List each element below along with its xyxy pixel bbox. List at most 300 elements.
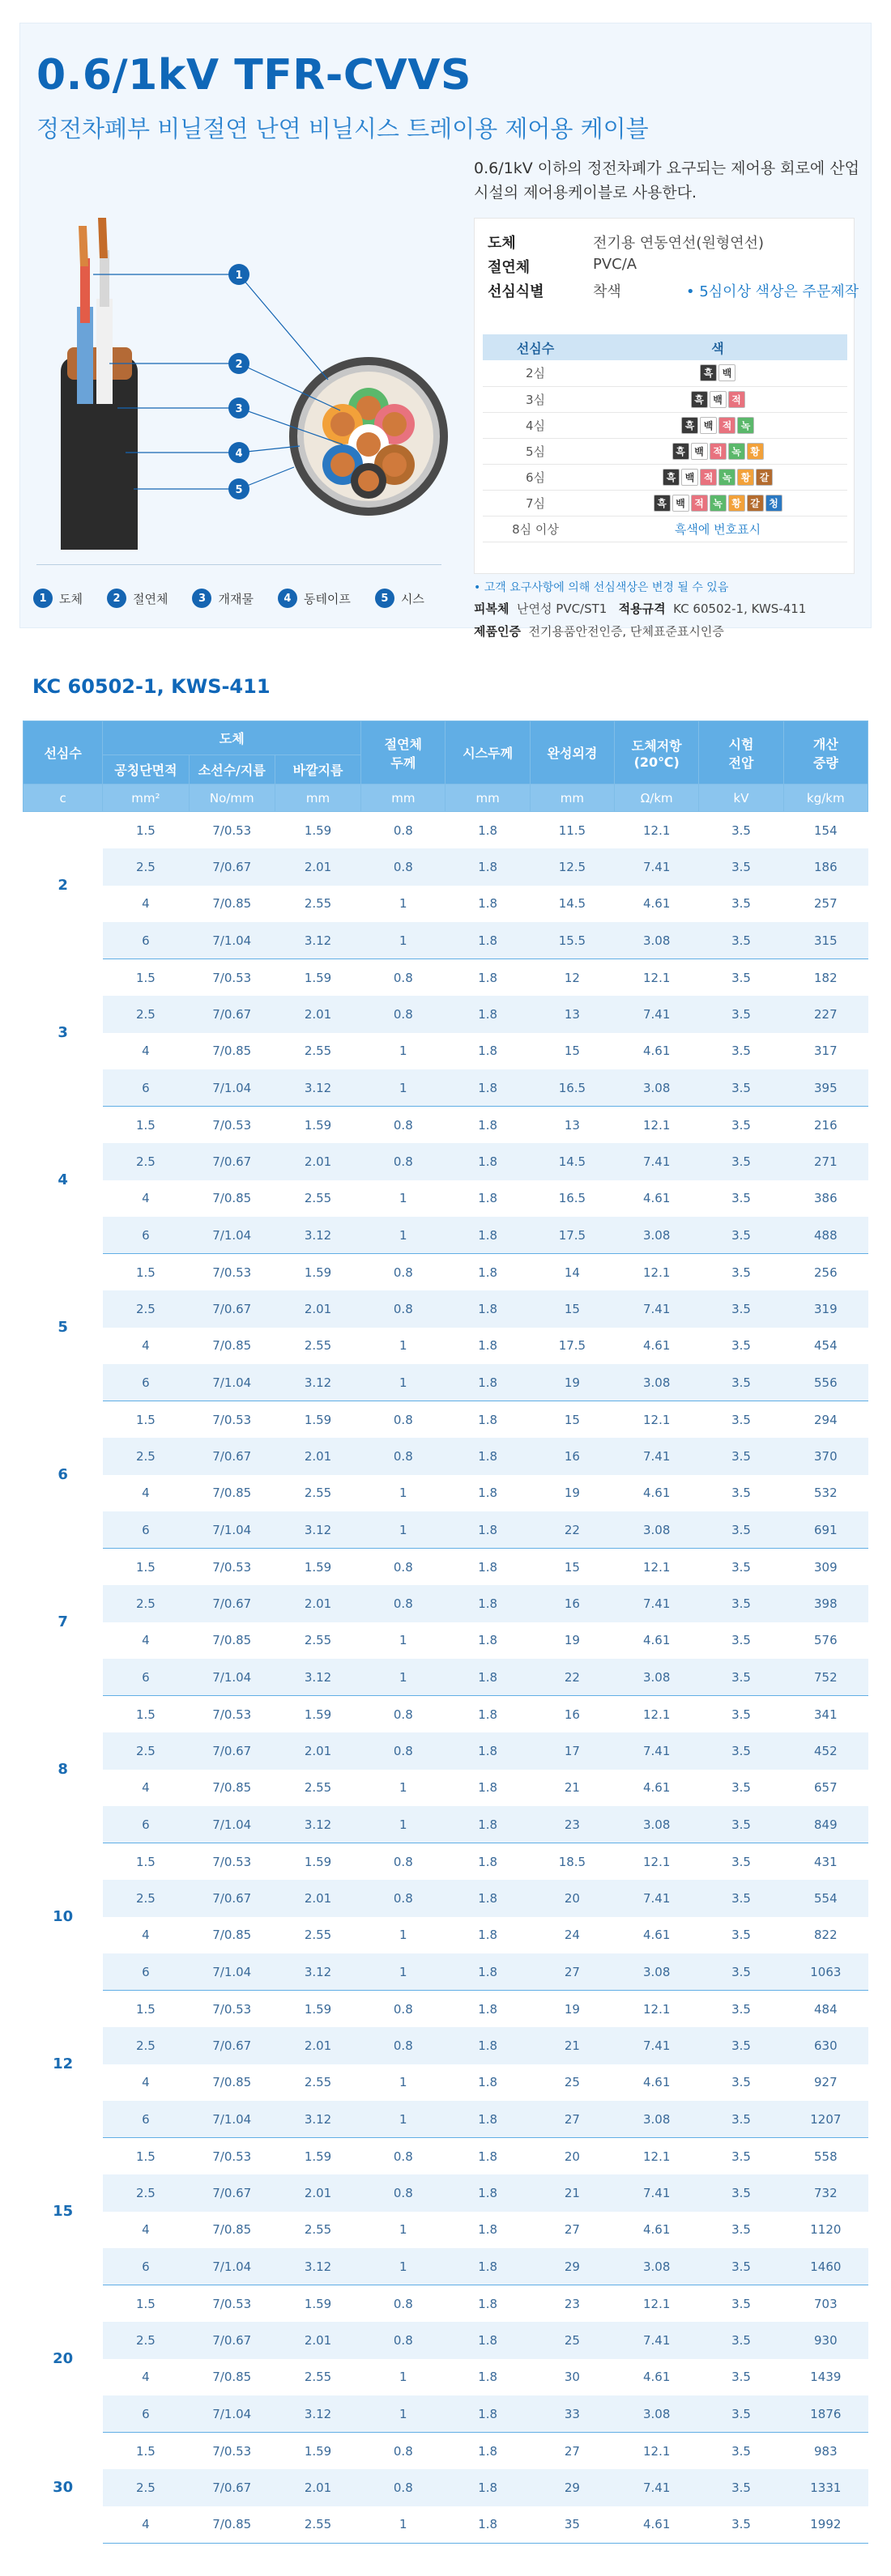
- table-row: [23, 1696, 868, 1733]
- table-cell: 2.01: [275, 848, 360, 886]
- table-cell: 3.5: [731, 1707, 751, 1722]
- table-row: [23, 1143, 868, 1180]
- table-cell: 7.41: [615, 1732, 699, 1770]
- table-cell: 576: [814, 1633, 838, 1648]
- table-cell: 14: [564, 1265, 580, 1280]
- table-row: [23, 2469, 868, 2506]
- table-cell: 2.55: [304, 1338, 332, 1354]
- table-cell: 3.12: [275, 1069, 360, 1107]
- color-chip: 적: [700, 469, 717, 486]
- table-cell: 1: [361, 1659, 446, 1696]
- table-cell: 452: [783, 1732, 868, 1770]
- color-chip: 흑: [672, 443, 689, 460]
- table-cell: 1.8: [478, 970, 498, 985]
- table-row: [23, 1328, 868, 1365]
- table-cell: 3.5: [731, 823, 751, 838]
- table-cell: 7/0.85: [189, 2506, 275, 2544]
- table-cell: 3.5: [699, 996, 783, 1033]
- table-cell: 2.5: [103, 2322, 189, 2359]
- table-cell: 7/1.04: [189, 922, 275, 959]
- table-cell: 22: [530, 1511, 614, 1549]
- core-row: [483, 464, 847, 490]
- table-cell: 7.41: [615, 2322, 699, 2359]
- table-cell: 3.08: [615, 2395, 699, 2433]
- table-cell: 1331: [783, 2469, 868, 2506]
- table-cell: 1.8: [446, 1659, 530, 1696]
- table-row: [23, 996, 868, 1033]
- table-cell: 0.8: [361, 848, 446, 886]
- table-cell: 3.08: [615, 2101, 699, 2138]
- table-cell: 7.41: [615, 848, 699, 886]
- color-chip: 흑: [681, 417, 698, 434]
- table-cell: 7/0.85: [212, 1633, 252, 1648]
- table-cell: 454: [814, 1338, 838, 1354]
- table-cell: 3.12: [275, 1217, 360, 1254]
- table-row: [23, 2285, 868, 2323]
- table-cell: 4: [142, 2222, 150, 2238]
- table-row: [23, 2212, 868, 2249]
- table-cell: 7.41: [615, 1880, 699, 1917]
- core-color-table: [483, 334, 847, 542]
- table-cell: 3.5: [699, 922, 783, 959]
- table-cell: 7/0.85: [212, 1928, 252, 1943]
- color-chip: 황: [728, 495, 745, 512]
- table-cell: 0.8: [361, 1143, 446, 1180]
- h-cores: 선심수: [23, 721, 103, 784]
- table-cell: 15: [564, 1044, 580, 1059]
- table-cell: 1.5: [136, 1707, 156, 1722]
- core-row: [483, 516, 847, 542]
- table-cell: 3.5: [731, 2222, 751, 2238]
- table-cell: 1.59: [304, 1854, 332, 1869]
- table-cell: 30: [564, 2370, 580, 2385]
- u-sheath: mm: [446, 784, 530, 812]
- table-cell: 7/0.67: [189, 1732, 275, 1770]
- table-row: [23, 812, 868, 849]
- core-row: [483, 412, 847, 438]
- table-cell: 12: [564, 970, 580, 985]
- table-cell: 431: [814, 1854, 838, 1869]
- table-cell: 4: [142, 896, 150, 912]
- table-cell: 4.61: [615, 2506, 699, 2544]
- core-count-cell: 7: [23, 1549, 103, 1696]
- table-row: [23, 1364, 868, 1401]
- table-cell: 6: [103, 2395, 189, 2433]
- table-cell: 1.5: [136, 1265, 156, 1280]
- table-cell: 395: [783, 1069, 868, 1107]
- table-cell: 3.5: [699, 1585, 783, 1622]
- table-cell: 3.5: [731, 1559, 751, 1575]
- table-cell: 1.59: [304, 1265, 332, 1280]
- table-cell: 1.8: [478, 2370, 498, 2385]
- legend-item: [107, 589, 168, 608]
- table-cell: 554: [783, 1880, 868, 1917]
- table-cell: 4: [142, 1338, 150, 1354]
- core-colors: [588, 360, 847, 386]
- table-row: [23, 1438, 868, 1475]
- table-row: [23, 1953, 868, 1991]
- table-cell: 1: [399, 1633, 407, 1648]
- table-cell: 6: [103, 1069, 189, 1107]
- table-row: [23, 2064, 868, 2102]
- table-cell: 7/1.04: [189, 1659, 275, 1696]
- table-cell: 488: [783, 1217, 868, 1254]
- h-sheath: 시스두께: [446, 721, 530, 784]
- table-row: [23, 2248, 868, 2285]
- table-cell: 3.5: [731, 1265, 751, 1280]
- table-cell: 1.8: [446, 2248, 530, 2285]
- table-cell: 4.61: [643, 1044, 671, 1059]
- table-cell: 24: [564, 1928, 580, 1943]
- table-cell: 4.61: [643, 1633, 671, 1648]
- table-cell: 2.5: [103, 2469, 189, 2506]
- table-cell: 2.01: [275, 1438, 360, 1475]
- table-cell: 227: [783, 996, 868, 1033]
- table-cell: 3.5: [699, 1511, 783, 1549]
- table-cell: 2.01: [275, 2174, 360, 2212]
- table-cell: 2.55: [304, 1928, 332, 1943]
- table-cell: 3.5: [699, 1217, 783, 1254]
- core-count: 6심: [483, 464, 588, 490]
- cable-side-view: [61, 218, 138, 550]
- svg-text:1: 1: [235, 270, 243, 282]
- table-cell: 0.8: [393, 1412, 413, 1427]
- leader-markers: [228, 264, 249, 499]
- table-cell: 21: [530, 2174, 614, 2212]
- table-cell: 386: [814, 1191, 838, 1206]
- table-cell: 1.59: [304, 2443, 332, 2459]
- table-cell: 2.55: [275, 2506, 360, 2544]
- table-cell: 1.8: [478, 2222, 498, 2238]
- spec-box: 도체 전기용 연동연선(원형연선) 절연체 PVC/A 선심식별 착색 • 5심이상 색상은 주문제작 선심수 색 2심 흑 백 3심 흑 백 적 4심 흑 백 적 녹 5심 흑 백 적 녹 황 6심 흑 백 적 녹 황 갈 7심 흑 백 적 녹 황 갈 청 8심 이상 흑색에 번호표시: [474, 218, 855, 574]
- svg-text:2: 2: [235, 359, 243, 371]
- table-cell: 0.8: [361, 2469, 446, 2506]
- table-cell: 1: [399, 1486, 407, 1501]
- table-cell: 1.5: [136, 970, 156, 985]
- color-chip: 녹: [718, 469, 735, 486]
- table-cell: 4.61: [643, 2370, 671, 2385]
- table-cell: 3.5: [731, 1412, 751, 1427]
- table-cell: 7/0.53: [212, 2296, 252, 2311]
- table-cell: 1: [361, 1511, 446, 1549]
- table-cell: 1.8: [478, 2443, 498, 2459]
- table-cell: 1.8: [446, 1585, 530, 1622]
- table-cell: 3.5: [699, 1880, 783, 1917]
- table-cell: 4: [142, 1486, 150, 1501]
- core-colors: [588, 412, 847, 438]
- table-cell: 1: [361, 2101, 446, 2138]
- core-count-cell: 6: [23, 1401, 103, 1549]
- table-cell: 16.5: [530, 1069, 614, 1107]
- core-count-cell: 20: [23, 2285, 103, 2433]
- table-cell: 14.5: [558, 896, 586, 912]
- table-cell: 1.8: [446, 1290, 530, 1328]
- table-cell: 2.01: [275, 1880, 360, 1917]
- core-count-cell: 30: [23, 2433, 103, 2544]
- product-title: 0.6/1kV TFR-CVVS: [36, 51, 471, 100]
- table-cell: 1.8: [446, 2322, 530, 2359]
- table-cell: 3.5: [731, 896, 751, 912]
- table-cell: 4: [142, 1633, 150, 1648]
- color-chip: 백: [691, 443, 708, 460]
- table-cell: 7/1.04: [189, 1069, 275, 1107]
- table-cell: 12.1: [643, 1707, 671, 1722]
- table-cell: 3.5: [731, 1486, 751, 1501]
- table-cell: 341: [814, 1707, 838, 1722]
- table-cell: 12.1: [643, 1854, 671, 1869]
- table-cell: 216: [814, 1117, 838, 1133]
- table-cell: 1.8: [446, 996, 530, 1033]
- table-cell: 3.5: [699, 2027, 783, 2064]
- table-cell: 3.12: [275, 1953, 360, 1991]
- table-cell: 3.5: [699, 2469, 783, 2506]
- table-cell: 2.01: [275, 1290, 360, 1328]
- table-cell: 19: [530, 1364, 614, 1401]
- color-chip: 적: [728, 391, 745, 408]
- core-count: 4심: [483, 412, 588, 438]
- table-cell: 1.8: [446, 2027, 530, 2064]
- table-cell: 2.01: [275, 2322, 360, 2359]
- table-cell: 15: [530, 1290, 614, 1328]
- table-row: [23, 1991, 868, 2028]
- u-wt: kg/km: [783, 784, 868, 812]
- table-cell: 1.8: [446, 1069, 530, 1107]
- table-cell: 657: [814, 1780, 838, 1796]
- table-cell: 1.59: [304, 1559, 332, 1575]
- table-cell: 532: [814, 1486, 838, 1501]
- table-row: [23, 2433, 868, 2470]
- table-cell: 2.5: [103, 1880, 189, 1917]
- core-colors: [588, 516, 847, 542]
- table-cell: 13: [564, 1117, 580, 1133]
- table-cell: 1: [399, 2075, 407, 2090]
- table-row: [23, 1843, 868, 1881]
- table-cell: 1.8: [478, 2149, 498, 2164]
- table-cell: 1.8: [446, 1511, 530, 1549]
- legend-number: 3: [192, 589, 211, 608]
- table-cell: 2.55: [304, 2075, 332, 2090]
- table-cell: 1.59: [304, 2296, 332, 2311]
- color-chip: 흑: [691, 391, 708, 408]
- table-cell: 2.5: [103, 1290, 189, 1328]
- table-cell: 7/0.85: [212, 1191, 252, 1206]
- table-row: [23, 2359, 868, 2396]
- table-cell: 12.5: [530, 848, 614, 886]
- table-cell: 27: [564, 2443, 580, 2459]
- table-row: [23, 1401, 868, 1439]
- table-cell: 16.5: [558, 1191, 586, 1206]
- table-cell: 7.41: [615, 1585, 699, 1622]
- table-cell: 1: [361, 2506, 446, 2544]
- table-row: [23, 1806, 868, 1843]
- table-cell: 0.8: [393, 1117, 413, 1133]
- table-cell: 1.59: [304, 823, 332, 838]
- table-cell: 1.8: [446, 2469, 530, 2506]
- color-chip: 백: [681, 469, 698, 486]
- table-cell: 1.5: [136, 1854, 156, 1869]
- table-cell: 6: [103, 2101, 189, 2138]
- table-cell: 27: [530, 1953, 614, 1991]
- table-cell: 2.5: [103, 1585, 189, 1622]
- h-outer-diameter: 완성외경: [530, 721, 614, 784]
- standard-heading: KC 60502-1, KWS-411: [32, 675, 271, 698]
- table-cell: 370: [783, 1438, 868, 1475]
- table-cell: 7/0.85: [212, 2370, 252, 2385]
- table-row: [23, 1033, 868, 1070]
- table-cell: 186: [783, 848, 868, 886]
- color-chip: 흑: [700, 364, 717, 381]
- color-chip: 백: [700, 417, 717, 434]
- color-chip: 흑: [654, 495, 671, 512]
- table-row: [23, 1180, 868, 1218]
- color-chip: 녹: [710, 495, 727, 512]
- table-row: [23, 886, 868, 923]
- table-cell: 7/0.85: [212, 1044, 252, 1059]
- table-cell: 7/0.85: [212, 1338, 252, 1354]
- table-cell: 6: [103, 2248, 189, 2285]
- u-ins: mm: [361, 784, 446, 812]
- table-cell: 1.8: [446, 1806, 530, 1843]
- core-count-cell: 10: [23, 1843, 103, 1991]
- table-cell: 2.5: [103, 2027, 189, 2064]
- table-row: [23, 1917, 868, 1954]
- table-cell: 1.8: [446, 1880, 530, 1917]
- table-cell: 4: [142, 1044, 150, 1059]
- table-cell: 0.8: [393, 2296, 413, 2311]
- meta-certification: 제품인증 전기용품안전인증, 단체표준표시인증: [474, 624, 724, 639]
- spec-table: [23, 721, 868, 2544]
- table-cell: 4.61: [643, 1486, 671, 1501]
- core-row: [483, 360, 847, 386]
- table-cell: 3.5: [699, 1290, 783, 1328]
- h-outer: 바깥지름: [275, 755, 360, 784]
- table-cell: 3.12: [275, 2248, 360, 2285]
- table-cell: 2.5: [103, 1438, 189, 1475]
- table-cell: 1992: [783, 2506, 868, 2544]
- color-footnote: • 고객 요구사항에 의해 선심색상은 변경 될 수 있음: [474, 581, 729, 594]
- table-row: [23, 1770, 868, 1807]
- table-cell: 1.8: [478, 2001, 498, 2017]
- table-cell: 1: [361, 1069, 446, 1107]
- svg-text:4: 4: [235, 448, 243, 460]
- core-count-cell: 8: [23, 1696, 103, 1843]
- table-cell: 17.5: [558, 1338, 586, 1354]
- table-cell: 7/0.53: [212, 2001, 252, 2017]
- table-cell: 7.41: [615, 2469, 699, 2506]
- component-legend: [33, 589, 424, 608]
- table-cell: 1.8: [446, 2174, 530, 2212]
- cable-illustration: [36, 210, 458, 550]
- table-cell: 7/0.53: [212, 1854, 252, 1869]
- table-cell: 12.1: [643, 1265, 671, 1280]
- core-count: 5심: [483, 438, 588, 464]
- legend-label: 개재물: [218, 591, 254, 606]
- table-cell: 0.8: [393, 1854, 413, 1869]
- core-colors: [588, 464, 847, 490]
- table-cell: 2.01: [275, 1143, 360, 1180]
- table-row: [23, 2322, 868, 2359]
- table-row: [23, 1511, 868, 1549]
- table-cell: 6: [103, 1364, 189, 1401]
- table-row: [23, 2395, 868, 2433]
- table-cell: 2.01: [275, 996, 360, 1033]
- table-cell: 1: [399, 1044, 407, 1059]
- table-cell: 2.55: [304, 1780, 332, 1796]
- table-row: [23, 2506, 868, 2544]
- table-cell: 752: [783, 1659, 868, 1696]
- table-cell: 21: [564, 1780, 580, 1796]
- table-cell: 1.5: [136, 1117, 156, 1133]
- table-cell: 3.08: [615, 1364, 699, 1401]
- core-row: [483, 386, 847, 412]
- table-cell: 7/0.85: [212, 1780, 252, 1796]
- table-cell: 1.8: [478, 1633, 498, 1648]
- table-cell: 4.61: [643, 896, 671, 912]
- table-cell: 2.5: [103, 996, 189, 1033]
- table-cell: 1439: [810, 2370, 842, 2385]
- table-cell: 4: [142, 1928, 150, 1943]
- core-count: 8심 이상: [483, 516, 588, 542]
- table-cell: 0.8: [393, 823, 413, 838]
- core-colors: [588, 438, 847, 464]
- legend-number: 2: [107, 589, 126, 608]
- table-cell: 1: [399, 1338, 407, 1354]
- table-cell: 19: [564, 1633, 580, 1648]
- table-cell: 6: [103, 1806, 189, 1843]
- table-cell: 1.8: [478, 1559, 498, 1575]
- table-cell: 3.5: [731, 2370, 751, 2385]
- legend-item: [278, 589, 351, 608]
- table-cell: 0.8: [393, 1265, 413, 1280]
- table-cell: 3.5: [699, 2506, 783, 2544]
- table-row: [23, 1107, 868, 1144]
- table-cell: 630: [783, 2027, 868, 2064]
- table-cell: 20: [530, 1880, 614, 1917]
- core-count-cell: 5: [23, 1254, 103, 1401]
- table-cell: 3.5: [699, 2101, 783, 2138]
- table-cell: 7.41: [615, 1143, 699, 1180]
- table-cell: 2.01: [275, 1732, 360, 1770]
- table-cell: 7.41: [615, 2027, 699, 2064]
- table-cell: 2.5: [103, 1732, 189, 1770]
- table-cell: 14.5: [530, 1143, 614, 1180]
- h-test-voltage: 시험 전압: [699, 721, 783, 784]
- table-cell: 16: [530, 1585, 614, 1622]
- table-cell: 1.8: [478, 1117, 498, 1133]
- table-cell: 1.8: [478, 1191, 498, 1206]
- table-cell: 1: [361, 1953, 446, 1991]
- table-row: [23, 2101, 868, 2138]
- table-row: [23, 1585, 868, 1622]
- table-cell: 319: [783, 1290, 868, 1328]
- table-cell: 7.41: [615, 1438, 699, 1475]
- table-cell: 556: [783, 1364, 868, 1401]
- table-cell: 4.61: [643, 1338, 671, 1354]
- table-cell: 1: [361, 1364, 446, 1401]
- table-cell: 4: [142, 2370, 150, 2385]
- table-cell: 4.61: [643, 2075, 671, 2090]
- core-count: 3심: [483, 386, 588, 412]
- h-insulation: 절연체 두께: [361, 721, 446, 784]
- table-cell: 3.08: [615, 2248, 699, 2285]
- table-cell: 3.5: [699, 1659, 783, 1696]
- table-cell: 12.1: [643, 1117, 671, 1133]
- table-row: [23, 1880, 868, 1917]
- core-count-cell: 4: [23, 1107, 103, 1254]
- table-cell: 3.5: [699, 1806, 783, 1843]
- table-cell: 1.8: [478, 1486, 498, 1501]
- table-cell: 3.08: [615, 1511, 699, 1549]
